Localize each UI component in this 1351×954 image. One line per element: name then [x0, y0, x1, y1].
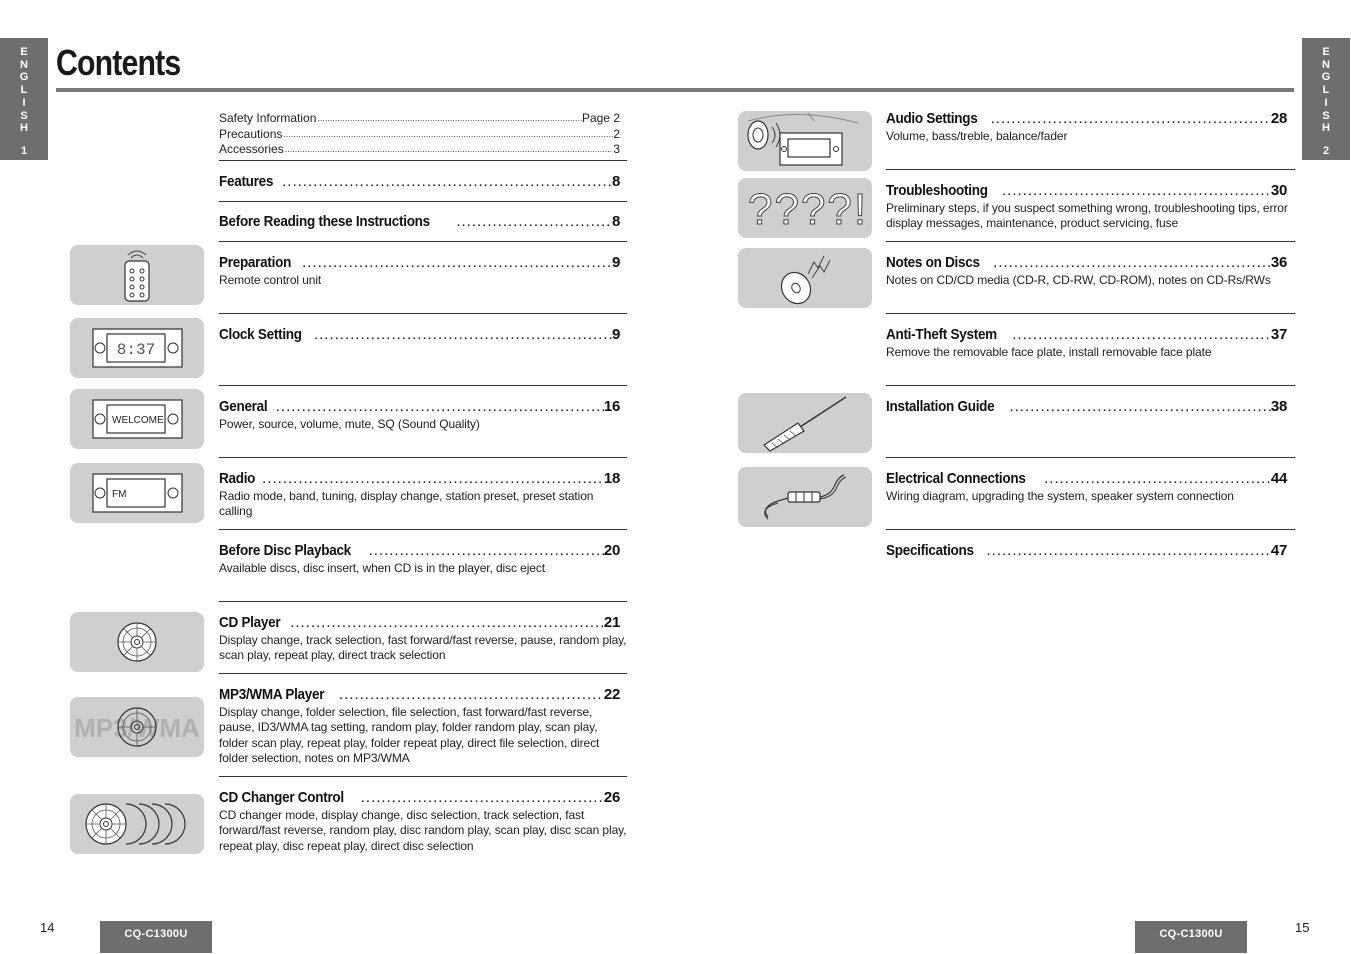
- language-tab-letter: S: [1322, 109, 1330, 122]
- toc-entry-notes-on-discs[interactable]: [886, 254, 1287, 288]
- wire-connector-icon: [738, 467, 872, 527]
- toc-entry-title: Precautions: [219, 126, 283, 141]
- toc-entry-description: Display change, folder selection, file selection, fast forward/fast reverse, pause, ID3/WMA tag setting, random play, folder random play, scan play, folder scan play, repeat play, folder repeat play, direct file selection, direct folder selection, notes on MP3/WMA: [219, 705, 600, 766]
- language-tab-letter: I: [1324, 96, 1328, 109]
- toc-entry-title: MP3/WMA Player: [219, 686, 325, 703]
- toc-entry-title: Troubleshooting: [886, 182, 988, 199]
- toc-entry-page: 9: [611, 254, 620, 271]
- toc-entry-precautions[interactable]: [219, 127, 620, 143]
- toc-entry-page: 26: [603, 789, 620, 806]
- language-tab-letter: N: [1322, 58, 1330, 71]
- toc-entry-page: Page 2: [581, 111, 620, 125]
- general-display-text: WELCOME: [112, 415, 164, 426]
- toc-entry-anti-theft-system[interactable]: [886, 326, 1287, 360]
- model-badge-right: CQ-C1300U: [1135, 921, 1247, 953]
- toc-entry-features[interactable]: [219, 173, 620, 191]
- toc-entry-title: Electrical Connections: [886, 470, 1026, 487]
- toc-entry-title: Accessories: [219, 142, 284, 156]
- toc-entry-description: Available discs, disc insert, when CD is in the player, disc eject: [219, 561, 545, 575]
- entry-divider: [886, 241, 1295, 242]
- toc-entry-page: 3: [613, 142, 620, 156]
- toc-entry-cd-changer-control[interactable]: [219, 789, 627, 854]
- leader-dots: [999, 182, 1271, 200]
- toc-entry-accessories[interactable]: [219, 142, 620, 158]
- toc-entry-specifications[interactable]: [886, 542, 1287, 560]
- toc-entry-installation-guide[interactable]: [886, 398, 1287, 416]
- entry-divider: [219, 385, 627, 386]
- entry-divider: [219, 201, 627, 202]
- leader-dots: [299, 254, 612, 272]
- language-tab-number: 2: [1322, 144, 1330, 157]
- toc-entry-title: Specifications: [886, 542, 974, 559]
- toc-entry-description: Remove the removable face plate, install removable face plate: [886, 345, 1212, 359]
- question-marks-icon: [738, 178, 872, 238]
- page-number-left: 14: [40, 920, 55, 935]
- toc-entry-title: Audio Settings: [886, 110, 978, 127]
- model-badge-left: CQ-C1300U: [100, 921, 212, 953]
- toc-entry-description: Power, source, volume, mute, SQ (Sound Quality): [219, 417, 480, 431]
- toc-entry-title: Safety Information: [219, 111, 317, 125]
- leader-dots: [990, 254, 1271, 272]
- leader-dots: [988, 110, 1271, 128]
- leader-dots: [336, 686, 604, 704]
- title-divider: [56, 88, 1294, 92]
- leader-dots: [259, 470, 604, 488]
- language-tab-letter: E: [20, 46, 28, 58]
- entry-divider: [219, 776, 627, 777]
- toc-entry-title: CD Player: [219, 614, 281, 631]
- toc-entry-description: Radio mode, band, tuning, display change, station preset, preset station calling: [219, 489, 594, 519]
- language-tab-letter: S: [20, 109, 28, 122]
- toc-entry-description: Preliminary steps, if you suspect something wrong, troubleshooting tips, error display messages, maintenance, product servicing, fuse: [886, 201, 1288, 231]
- welcome-display-icon: [70, 389, 204, 449]
- leader-dots: [282, 127, 613, 143]
- toc-entry-page: 20: [603, 542, 620, 559]
- toc-entry-page: 44: [1270, 470, 1287, 487]
- entry-divider: [886, 457, 1295, 458]
- leader-dots: [1006, 398, 1270, 416]
- toc-entry-cd-player[interactable]: [219, 614, 627, 664]
- entry-divider: [886, 313, 1295, 314]
- mp3-wma-label: MP3/WMA: [74, 713, 200, 743]
- toc-entry-page: 30: [1270, 182, 1287, 199]
- toc-entry-page: 22: [603, 686, 620, 703]
- toc-entry-description: Notes on CD/CD media (CD-R, CD-RW, CD-ROM), notes on CD-Rs/RWs: [886, 273, 1271, 287]
- toc-entry-description: Volume, bass/treble, balance/fader: [886, 129, 1068, 143]
- toc-entry-page: 16: [603, 398, 620, 415]
- leader-dots: [311, 326, 612, 344]
- language-tab-letter: H: [20, 122, 28, 135]
- toc-entry-title: Anti-Theft System: [886, 326, 997, 343]
- language-tab-left: [0, 38, 48, 160]
- cd-changer-icon: [70, 794, 204, 854]
- intro-entries: [219, 111, 620, 158]
- toc-entry-description: CD changer mode, display change, disc selection, track selection, fast forward/fast reverse, random play, disc random play, scan play, disc scan play, repeat play, disc repeat play, direct disc selection: [219, 808, 627, 853]
- language-tab-letter: L: [1322, 84, 1330, 97]
- language-tab-letter: G: [1321, 71, 1331, 84]
- toc-entry-mp3-wma-player[interactable]: [219, 686, 627, 767]
- language-tab-letter: N: [20, 58, 28, 71]
- leader-dots: [1009, 326, 1271, 344]
- toc-entry-description: Wiring diagram, upgrading the system, speaker system connection: [886, 489, 1234, 503]
- toc-entry-title: Radio: [219, 470, 256, 487]
- leader-dots: [284, 142, 614, 158]
- language-tab-letter: G: [19, 71, 29, 84]
- language-tab-letter: L: [20, 84, 28, 97]
- entry-divider: [219, 160, 627, 161]
- page-title: Contents: [56, 42, 181, 83]
- toc-entry-clock-setting[interactable]: [219, 326, 620, 344]
- toc-entry-page: 36: [1270, 254, 1287, 271]
- leader-dots: [358, 789, 604, 807]
- clock-display-text: 8:37: [116, 341, 156, 359]
- fm-display-icon: [70, 463, 204, 523]
- leader-dots: [273, 398, 604, 416]
- entry-divider: [219, 457, 627, 458]
- leader-dots: [453, 213, 612, 231]
- toc-entry-title: Before Disc Playback: [219, 542, 351, 559]
- entry-divider: [219, 601, 627, 602]
- radio-display-text: FM: [112, 489, 127, 500]
- toc-entry-title: CD Changer Control: [219, 789, 344, 806]
- leader-dots: [279, 173, 612, 191]
- toc-entry-page: 28: [1270, 110, 1287, 127]
- toc-entry-title: Clock Setting: [219, 326, 302, 343]
- entry-divider: [886, 169, 1295, 170]
- toc-entry-page: 8: [611, 213, 620, 230]
- toc-entry-page: 2: [613, 126, 620, 141]
- toc-entry-title: Preparation: [219, 254, 292, 271]
- mp3-wma-disc-icon: [70, 697, 204, 757]
- leader-dots: [287, 614, 604, 632]
- entry-divider: [886, 385, 1295, 386]
- toc-entry-general[interactable]: [219, 398, 620, 432]
- leader-dots: [316, 111, 582, 127]
- page-number-right: 15: [1295, 920, 1310, 935]
- toc-entry-page: 9: [611, 326, 620, 343]
- language-tab-number: 1: [20, 144, 28, 157]
- cd-disc-icon: [70, 612, 204, 672]
- language-tab-letter: H: [1322, 122, 1330, 135]
- entry-divider: [219, 673, 627, 674]
- toc-entry-preparation[interactable]: [219, 254, 620, 288]
- entry-divider: [219, 241, 627, 242]
- language-tab-letter: I: [22, 96, 26, 109]
- remote-control-icon: [70, 245, 204, 305]
- screwdriver-icon: [738, 393, 872, 453]
- leader-dots: [366, 542, 604, 560]
- toc-entry-title: Features: [219, 173, 274, 190]
- toc-entry-page: 18: [603, 470, 620, 487]
- toc-entry-description: Display change, track selection, fast forward/fast reverse, pause, random play, scan play, repeat play, direct track selection: [219, 633, 627, 663]
- toc-entry-before-reading[interactable]: [219, 213, 620, 231]
- leader-dots: [1041, 470, 1271, 488]
- toc-entry-description: Remote control unit: [219, 273, 322, 287]
- toc-entry-title: General: [219, 398, 268, 415]
- leader-dots: [984, 542, 1271, 560]
- entry-divider: [219, 313, 627, 314]
- toc-entry-electrical-connections[interactable]: [886, 470, 1287, 504]
- toc-entry-page: 47: [1270, 542, 1287, 559]
- entry-divider: [219, 529, 627, 530]
- toc-entry-title: Installation Guide: [886, 398, 995, 415]
- clock-display-icon: [70, 318, 204, 378]
- toc-entry-troubleshooting[interactable]: [886, 182, 1295, 232]
- toc-entry-safety[interactable]: [219, 111, 620, 127]
- toc-entry-title: Notes on Discs: [886, 254, 980, 271]
- language-tab-right: [1302, 38, 1350, 160]
- audio-speaker-icon: [738, 111, 872, 171]
- toc-entry-title: Before Reading these Instructions: [219, 213, 430, 230]
- language-tab-letter: E: [1322, 46, 1330, 58]
- toc-entry-page: 21: [603, 614, 620, 631]
- trouble-marks-text: ????!: [748, 185, 869, 234]
- toc-entry-page: 38: [1270, 398, 1287, 415]
- entry-divider: [886, 529, 1295, 530]
- toc-entry-radio[interactable]: [219, 470, 627, 520]
- toc-entry-audio-settings[interactable]: [886, 110, 1287, 144]
- toc-entry-page: 37: [1270, 326, 1287, 343]
- toc-entry-before-disc-playback[interactable]: [219, 542, 620, 576]
- disc-notes-icon: [738, 248, 872, 308]
- toc-entry-page: 8: [611, 173, 620, 190]
